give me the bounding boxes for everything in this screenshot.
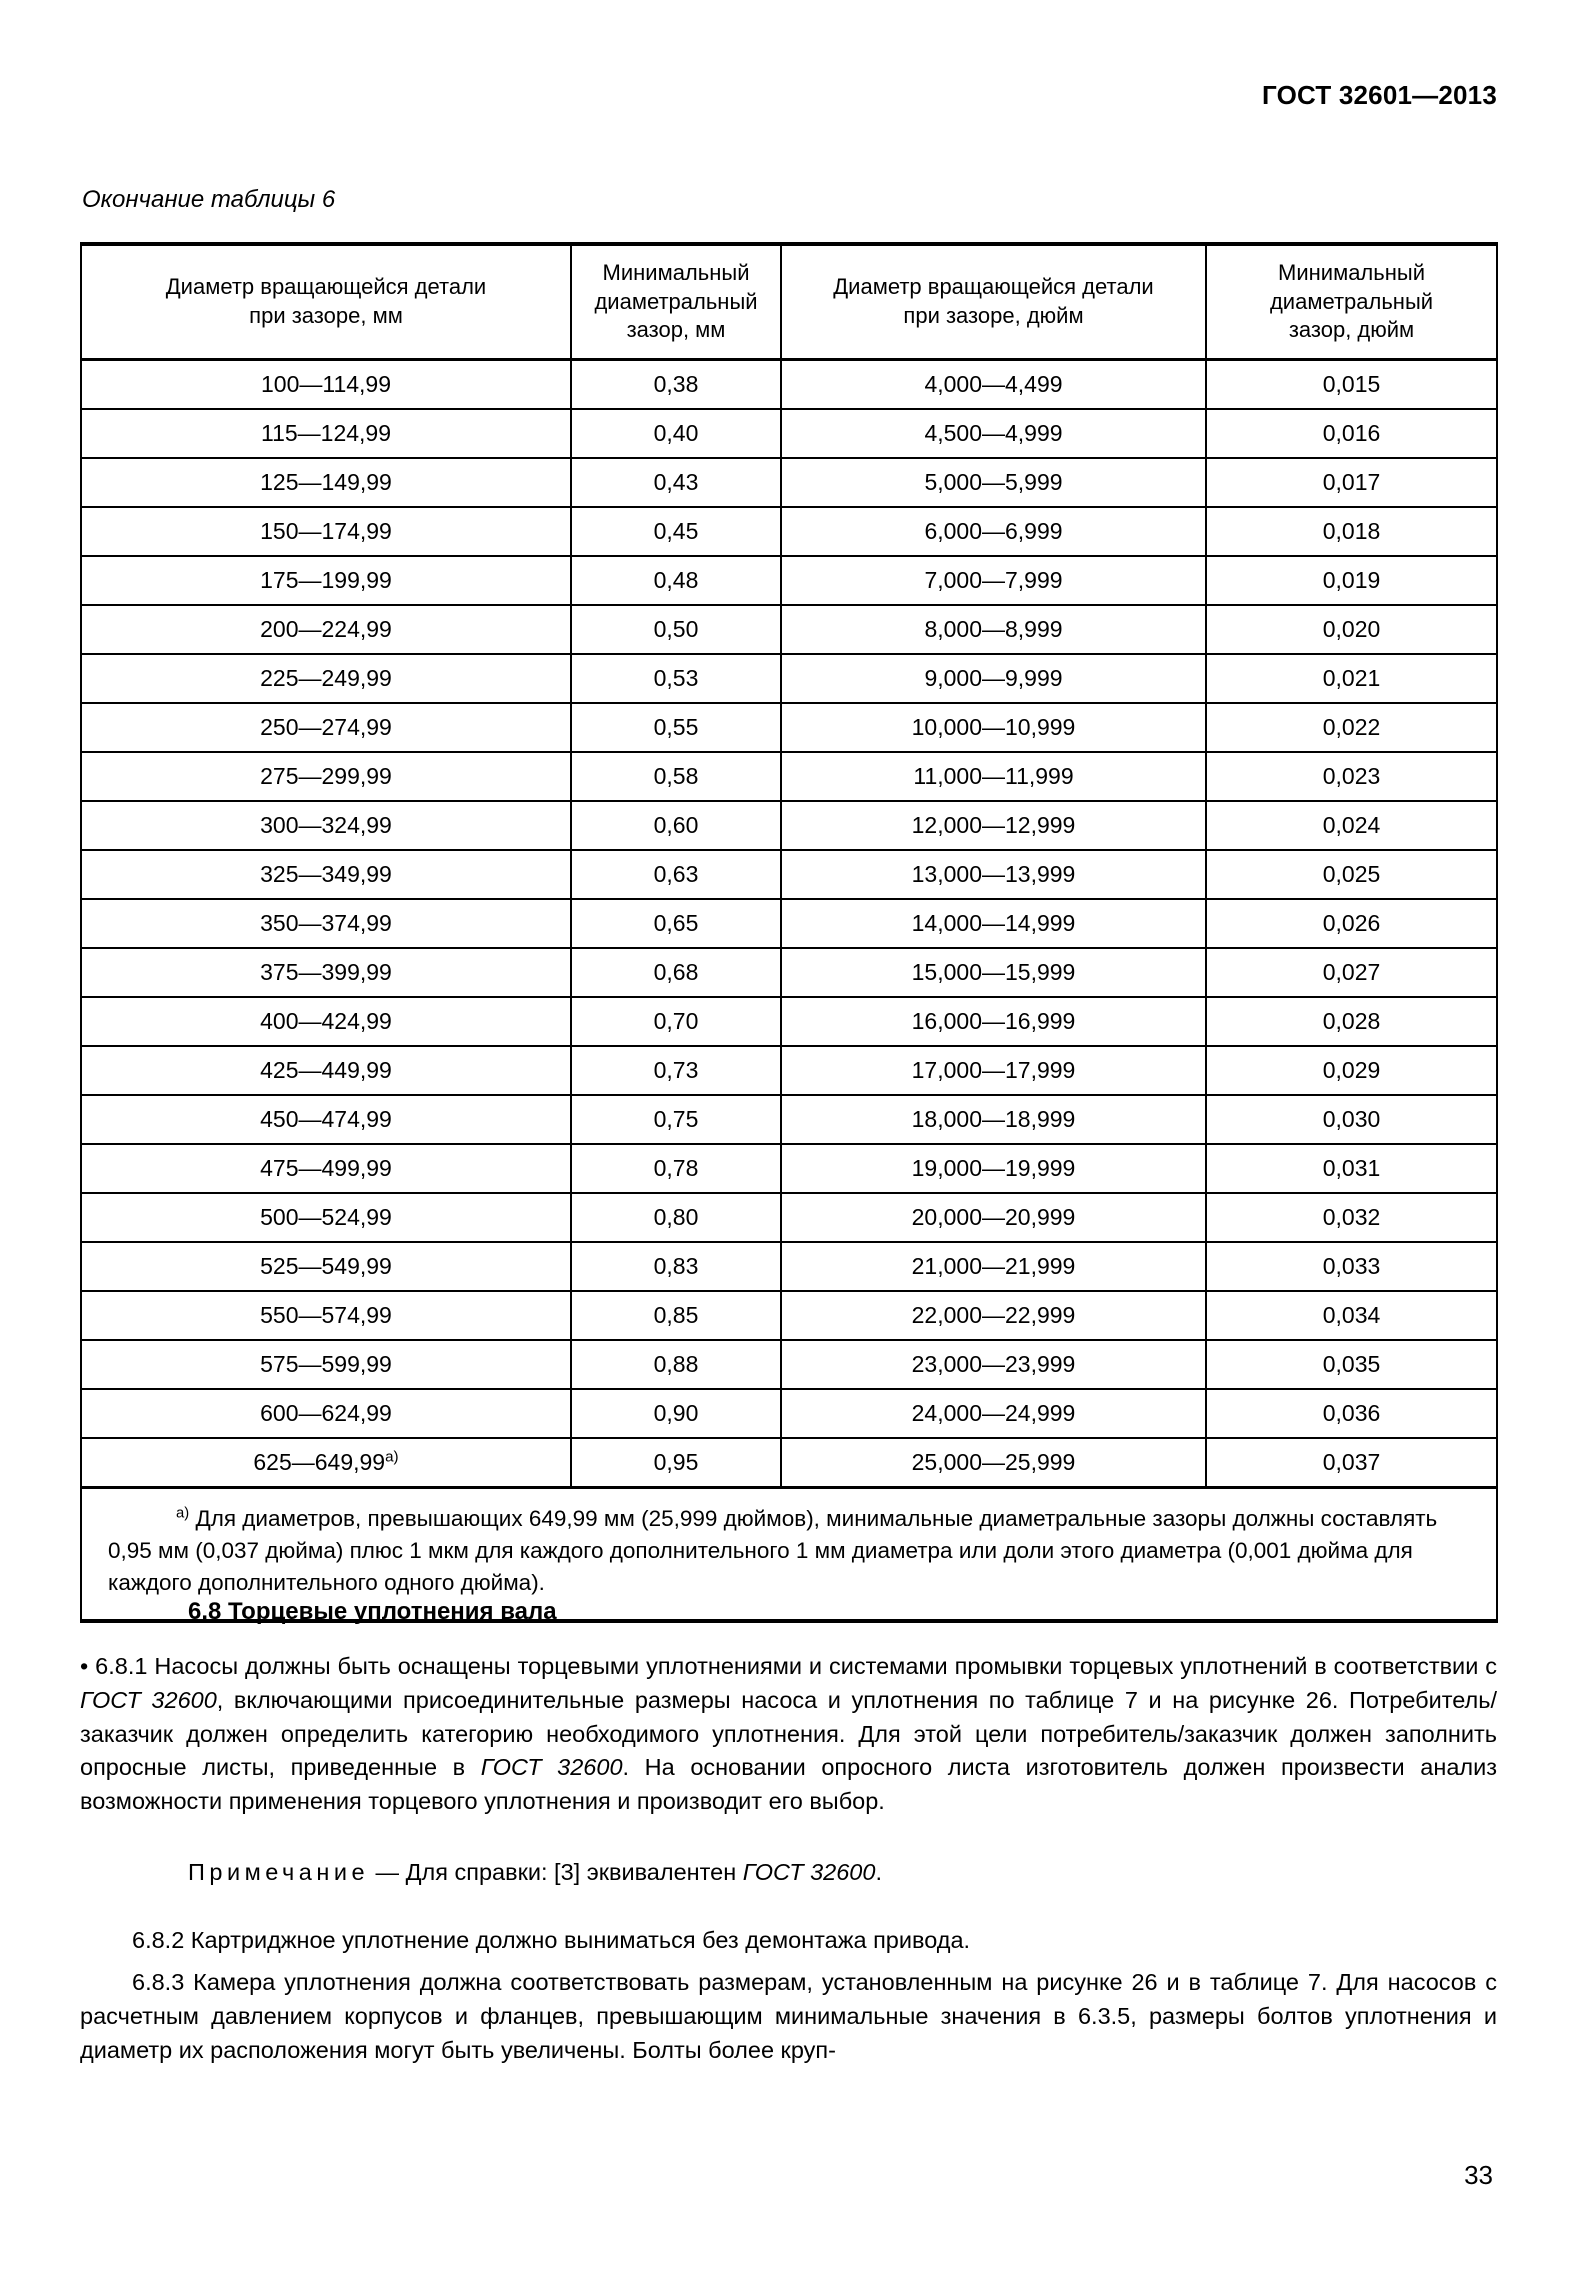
document-standard-header: ГОСТ 32601—2013 [1262,80,1497,110]
table-cell: 0,028 [1206,997,1497,1046]
table-cell: 275—299,99 [81,752,571,801]
table-cell: 12,000—12,999 [781,801,1206,850]
header-line: зазор, дюйм [1288,317,1415,343]
table-cell: 0,036 [1206,1389,1497,1438]
table-cell: 0,025 [1206,850,1497,899]
table-cell: 425—449,99 [81,1046,571,1095]
page-number: 33 [1464,2160,1493,2190]
table-cell: 150—174,99 [81,507,571,556]
table-cell: 0,031 [1206,1144,1497,1193]
table-cell: 0,022 [1206,703,1497,752]
footnote-marker: а) [385,1448,399,1466]
column-header-diameter-mm [81,244,571,360]
table-cell: 0,023 [1206,752,1497,801]
standard-reference: ГОСТ 32600 [80,1686,217,1713]
table-cell: 13,000—13,999 [781,850,1206,899]
table-cell: 550—574,99 [81,1291,571,1340]
table-cell: 24,000—24,999 [781,1389,1206,1438]
table-row [81,703,1497,752]
table-cell: 525—549,99 [81,1242,571,1291]
paragraph-6-8-1-part3: . На основании опросного листа изготовитель должен произвести анализ возможности применения торцевого уплотнения и производит его выбор. [80,1754,1498,1815]
footnote-indent [108,1506,176,1531]
table-cell: 0,88 [571,1340,781,1389]
paragraph-6-8-1-part2: , включающими присоединительные размеры насоса и уплотнения по таблице 7 и на рисунке 26. Потребитель/заказчик должен определить категорию необходимого уплотнения. Для этой цели потребитель/заказчик должен заполнить опросные листы, приведенные в [80,1686,1497,1781]
table-cell: 22,000—22,999 [781,1291,1206,1340]
table-row [81,948,1497,997]
table-cell: 0,40 [571,409,781,458]
table-row [81,605,1497,654]
paragraph-6-8-1-part1: 6.8.1 Насосы должны быть оснащены торцевыми уплотнениями и системами промывки торцевых уплотнений в соответствии с [95,1653,1497,1679]
clearance-table-container [80,242,1496,1623]
table-cell: 6,000—6,999 [781,507,1206,556]
table-cell: 575—599,99 [81,1340,571,1389]
table-cell: 125—149,99 [81,458,571,507]
table-cell: 475—499,99 [81,1144,571,1193]
section-heading-6-8: 6.8 Торцевые уплотнения вала [188,1598,557,1625]
paragraph-6-8-1-block [80,1650,1497,1819]
table-cell: 0,53 [571,654,781,703]
table-cell: 21,000—21,999 [781,1242,1206,1291]
table-cell: 14,000—14,999 [781,899,1206,948]
table-cell: 350—374,99 [81,899,571,948]
table-row [81,1095,1497,1144]
table-cell: 225—249,99 [81,654,571,703]
table-cell: 100—114,99 [81,360,571,410]
note-tail: . [875,1859,882,1885]
table-cell: 0,43 [571,458,781,507]
bullet-marker [80,1653,95,1679]
table-cell: 200—224,99 [81,605,571,654]
table-cell: 0,017 [1206,458,1497,507]
footnote-text: Для диаметров, превышающих 649,99 мм (25,999 дюймов), минимальные диаметральные зазоры должны составлять 0,95 мм (0,037 дюйма) плюс 1 мкм для каждого дополнительного 1 мм диаметра или доли этого диаметра (0,001 дюйма для каждого дополнительного одного дюйма). [108,1506,1438,1595]
table-row [81,1340,1497,1389]
table-row [81,801,1497,850]
table-cell: 0,95 [571,1438,781,1488]
header-line: диаметральный [1269,288,1434,314]
table-cell: 5,000—5,999 [781,458,1206,507]
table-cell: 0,85 [571,1291,781,1340]
table-caption: Окончание таблицы 6 [82,186,336,213]
column-header-clearance-mm [571,244,781,360]
note-dash: — [369,1859,406,1885]
table-row [81,556,1497,605]
table-cell: 625—649,99$^{а)}$ [81,1438,571,1488]
table-row [81,409,1497,458]
table-cell: 115—124,99 [81,409,571,458]
table-body [81,360,1497,1488]
column-header-diameter-inch [781,244,1206,360]
table-row [81,654,1497,703]
table-cell: 325—349,99 [81,850,571,899]
table-cell: 0,020 [1206,605,1497,654]
note-label: Примечание [188,1859,370,1885]
table-cell: 18,000—18,999 [781,1095,1206,1144]
table-cell: 0,029 [1206,1046,1497,1095]
note-text: Для справки: [3] эквивалентен [405,1859,743,1885]
table-cell: 250—274,99 [81,703,571,752]
header-line: диаметральный [594,288,758,314]
note-block [80,1856,1497,1890]
standard-reference: ГОСТ 32600 [742,1859,876,1885]
note-paragraph [80,1856,1497,1890]
table-cell: 19,000—19,999 [781,1144,1206,1193]
standard-reference: ГОСТ 32600 [480,1754,623,1781]
header-line: при зазоре, дюйм [903,303,1084,328]
table-cell: 175—199,99 [81,556,571,605]
paragraph-6-8-3-block [80,1966,1497,2067]
footnote-marker: а) [176,1505,190,1522]
table-row [81,997,1497,1046]
table-row [81,752,1497,801]
header-line: зазор, мм [626,317,726,343]
table-cell: 0,73 [571,1046,781,1095]
table-row [81,1291,1497,1340]
table-cell: 0,016 [1206,409,1497,458]
table-cell: 0,018 [1206,507,1497,556]
paragraph-6-8-1 [80,1650,1497,1819]
clearance-table [80,242,1498,1623]
table-cell: 7,000—7,999 [781,556,1206,605]
table-cell: 0,55 [571,703,781,752]
table-cell: 0,026 [1206,899,1497,948]
table-cell: 375—399,99 [81,948,571,997]
table-cell: 0,60 [571,801,781,850]
table-header [81,244,1497,360]
table-row [81,899,1497,948]
table-cell: 17,000—17,999 [781,1046,1206,1095]
table-header-row [81,244,1497,360]
table-cell: 0,58 [571,752,781,801]
table-row [81,1193,1497,1242]
table-row [81,850,1497,899]
table-cell: 0,90 [571,1389,781,1438]
table-cell: 20,000—20,999 [781,1193,1206,1242]
table-cell: 300—324,99 [81,801,571,850]
table-cell: 25,000—25,999 [781,1438,1206,1488]
column-header-clearance-inch [1206,244,1497,360]
table-row [81,1144,1497,1193]
table-cell: 0,68 [571,948,781,997]
table-row [81,507,1497,556]
table-cell: 0,63 [571,850,781,899]
table-cell: 0,83 [571,1242,781,1291]
table-cell: 0,78 [571,1144,781,1193]
paragraph-6-8-2-block [80,1924,1497,1958]
table-cell: 500—524,99 [81,1193,571,1242]
table-row [81,1438,1497,1488]
table-cell: 0,75 [571,1095,781,1144]
header-line: Минимальный [602,260,750,286]
table-cell: 0,024 [1206,801,1497,850]
table-cell: 4,000—4,499 [781,360,1206,410]
table-cell: 15,000—15,999 [781,948,1206,997]
table-cell: 600—624,99 [81,1389,571,1438]
table-cell: 9,000—9,999 [781,654,1206,703]
table-cell: 0,65 [571,899,781,948]
table-cell: 0,027 [1206,948,1497,997]
table-cell: 0,035 [1206,1340,1497,1389]
table-cell: 0,50 [571,605,781,654]
table-cell: 0,38 [571,360,781,410]
header-line: Диаметр вращающейся детали [165,274,487,300]
table-cell: 4,500—4,999 [781,409,1206,458]
table-cell: 0,037 [1206,1438,1497,1488]
table-row [81,1046,1497,1095]
table-cell: 23,000—23,999 [781,1340,1206,1389]
table-cell: 10,000—10,999 [781,703,1206,752]
table-cell: 11,000—11,999 [781,752,1206,801]
table-cell: 0,030 [1206,1095,1497,1144]
table-cell: 0,015 [1206,360,1497,410]
paragraph-6-8-3: 6.8.3 Камера уплотнения должна соответствовать размерам, установленным на рисунке 26 и в таблице 7. Для насосов с расчетным давлением корпусов и фланцев, превышающим минимальные значения в 6.3.5, размеры болтов уплотнения и диаметр их расположения могут быть увеличены. Болты более круп- [80,1969,1497,2063]
table-cell: 0,032 [1206,1193,1497,1242]
table-row [81,458,1497,507]
table-cell: 0,033 [1206,1242,1497,1291]
table-cell: 0,70 [571,997,781,1046]
table-cell: 0,48 [571,556,781,605]
header-line: Диаметр вращающейся детали [833,274,1154,300]
table-cell: 450—474,99 [81,1095,571,1144]
table-cell: 0,021 [1206,654,1497,703]
table-cell: 0,019 [1206,556,1497,605]
table-cell: 8,000—8,999 [781,605,1206,654]
header-line: при зазоре, мм [249,303,403,328]
table-row [81,360,1497,410]
table-cell: 400—424,99 [81,997,571,1046]
table-cell: 16,000—16,999 [781,997,1206,1046]
table-row [81,1242,1497,1291]
table-row [81,1389,1497,1438]
header-line: Минимальный [1278,260,1425,286]
table-cell: 0,45 [571,507,781,556]
table-cell: 0,80 [571,1193,781,1242]
paragraph-6-8-2: 6.8.2 Картриджное уплотнение должно выниматься без демонтажа привода. [132,1927,971,1953]
table-cell: 0,034 [1206,1291,1497,1340]
